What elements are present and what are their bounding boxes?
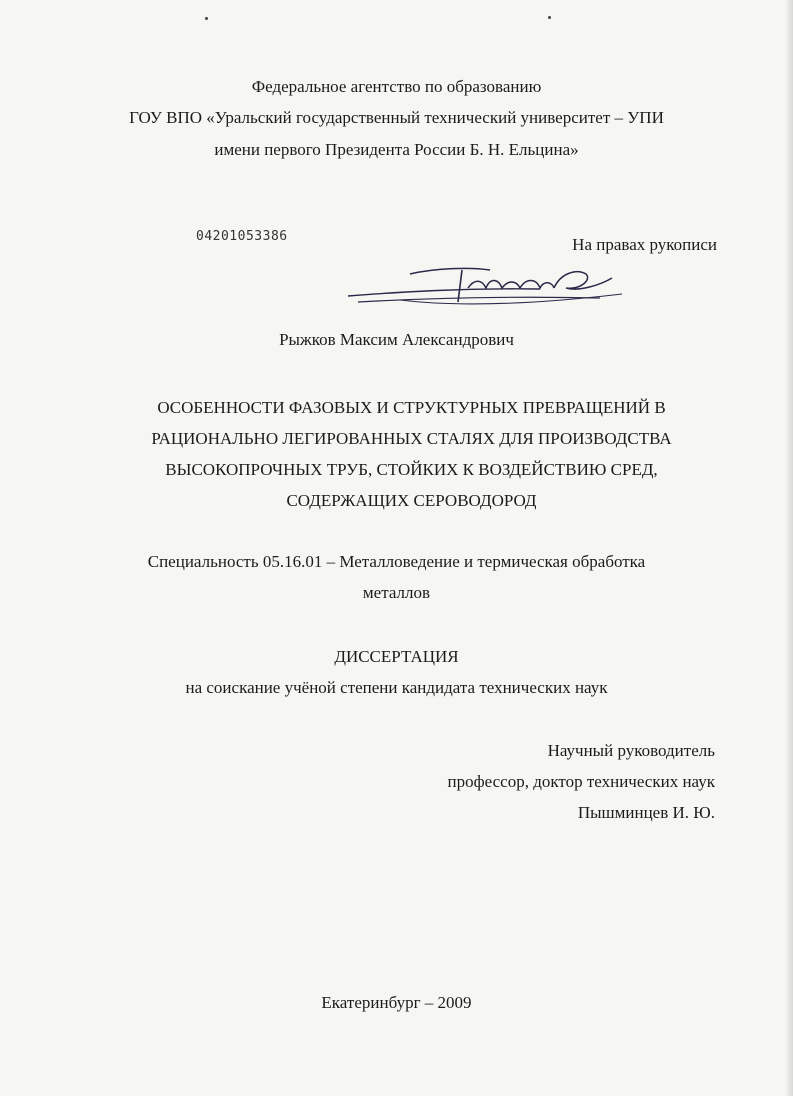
supervisor-name: Пышминцев И. Ю. [577,803,715,822]
dissertation-title-line-1: ОСОБЕННОСТИ ФАЗОВЫХ И СТРУКТУРНЫХ ПРЕВРАЩЕНИЙ В [157,398,666,417]
agency-line: Федеральное агентство по образованию [251,77,542,96]
supervisor-rank: профессор, доктор технических наук [447,772,715,791]
dissertation-title-line-4: СОДЕРЖАЩИХ СЕРОВОДОРОД [286,491,537,510]
document-type: ДИССЕРТАЦИЯ [334,647,459,666]
university-line-2: имени первого Президента России Б. Н. Ельцина» [214,140,579,159]
specialty-line-1: Специальность 05.16.01 – Металловедение и термическая обработка [147,552,646,571]
scan-edge-shadow [785,0,793,1096]
manuscript-rights: На правах рукописи [572,235,717,254]
author-name: Рыжков Максим Александрович [279,330,514,349]
dissertation-title-line-2: РАЦИОНАЛЬНО ЛЕГИРОВАННЫХ СТАЛЯХ ДЛЯ ПРОИЗВОДСТВА [151,429,672,448]
handwritten-signature-icon [340,258,630,314]
dissertation-title-line-3: ВЫСОКОПРОЧНЫХ ТРУБ, СТОЙКИХ К ВОЗДЕЙСТВИЮ СРЕД, [165,460,658,479]
specialty-line-2: металлов [362,583,431,602]
university-line-1: ГОУ ВПО «Уральский государственный технический университет – УПИ [129,108,664,127]
degree-line: на соискание учёной степени кандидата технических наук [185,678,608,697]
supervisor-label: Научный руководитель [547,741,715,760]
scan-speck [205,17,208,20]
place-year: Екатеринбург – 2009 [321,993,472,1012]
registration-stamp-number: 04201053386 [196,229,288,244]
scan-speck [548,16,551,19]
